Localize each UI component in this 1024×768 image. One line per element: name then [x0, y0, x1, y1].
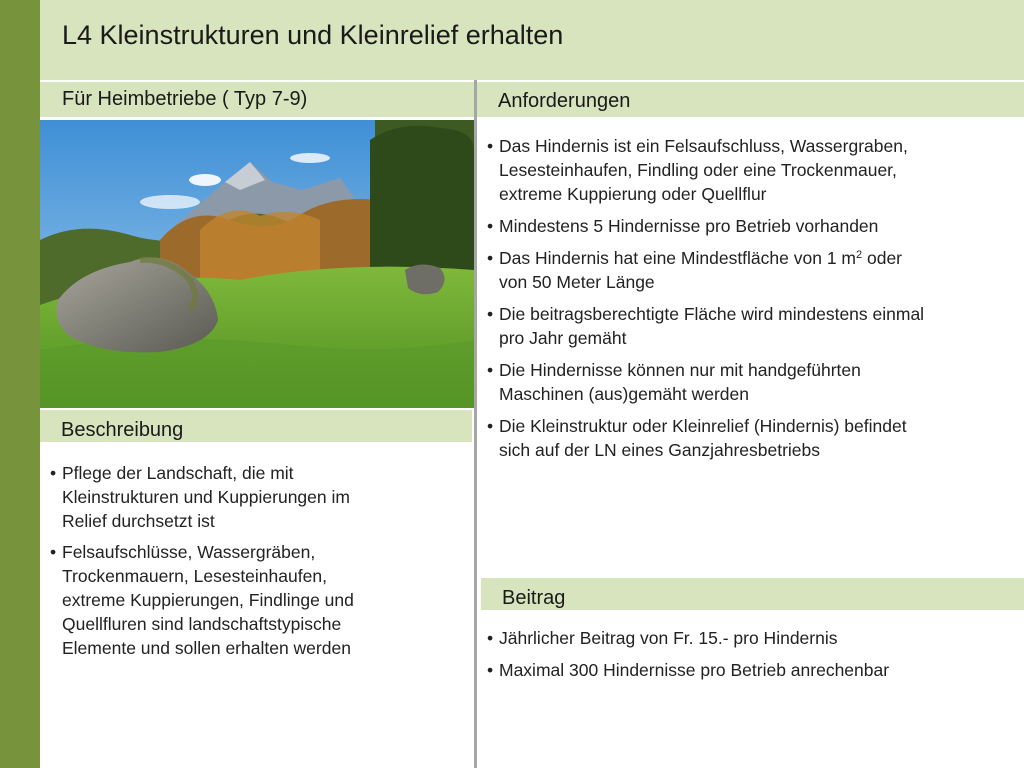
list-item: • Felsaufschlüsse, Wassergräben, Trockenmauern, Lesesteinhaufen, extreme Kuppierungen, Findlinge und Quellfluren sind landschaftstypische Elemente und sollen erhalten werden	[50, 540, 354, 660]
landscape-photo	[40, 120, 474, 408]
landscape-photo-illustration	[40, 120, 474, 408]
section-header-label: Anforderungen	[498, 90, 631, 112]
description-list	[50, 461, 354, 667]
list-item: • Die beitragsberechtigte Fläche wird mindestens einmal pro Jahr gemäht	[487, 302, 924, 350]
superscript: 2	[856, 249, 863, 261]
list-item: • Maximal 300 Hindernisse pro Betrieb anrechenbar	[487, 658, 889, 682]
section-header-anforderungen	[477, 82, 1024, 117]
section-header-heimbetriebe	[40, 82, 474, 117]
section-header-beitrag	[481, 578, 1024, 610]
list-item: • Pflege der Landschaft, die mit Kleinstrukturen und Kuppierungen im Relief durchsetzt ist	[50, 461, 354, 533]
slide-title: L4 Kleinstrukturen und Kleinrelief erhalten	[62, 20, 564, 50]
left-accent-bar	[0, 0, 40, 768]
contribution-list	[487, 626, 889, 690]
column-divider	[474, 80, 477, 768]
list-item: • Die Hindernisse können nur mit handgeführten Maschinen (aus)gemäht werden	[487, 358, 924, 406]
list-item: • Das Hindernis ist ein Felsaufschluss, Wassergraben, Lesesteinhaufen, Findling oder eine Trockenmauer, extreme Kuppierung oder Quellflur	[487, 134, 924, 206]
list-item: • Mindestens 5 Hindernisse pro Betrieb vorhanden	[487, 214, 924, 238]
section-header-beschreibung	[40, 410, 472, 442]
section-header-label: Für Heimbetriebe ( Typ 7-9)	[62, 88, 308, 110]
list-item: • Jährlicher Beitrag von Fr. 15.- pro Hindernis	[487, 626, 889, 650]
list-item: • Das Hindernis hat eine Mindestfläche von 1 $m^2$ oder von 50 Meter Länge	[487, 246, 924, 294]
section-header-label: Beitrag	[502, 587, 566, 609]
section-header-label: Beschreibung	[61, 419, 184, 441]
list-item: • Die Kleinstruktur oder Kleinrelief (Hindernis) befindet sich auf der LN eines Ganzjahresbetriebs	[487, 414, 924, 462]
requirements-list	[487, 134, 924, 470]
